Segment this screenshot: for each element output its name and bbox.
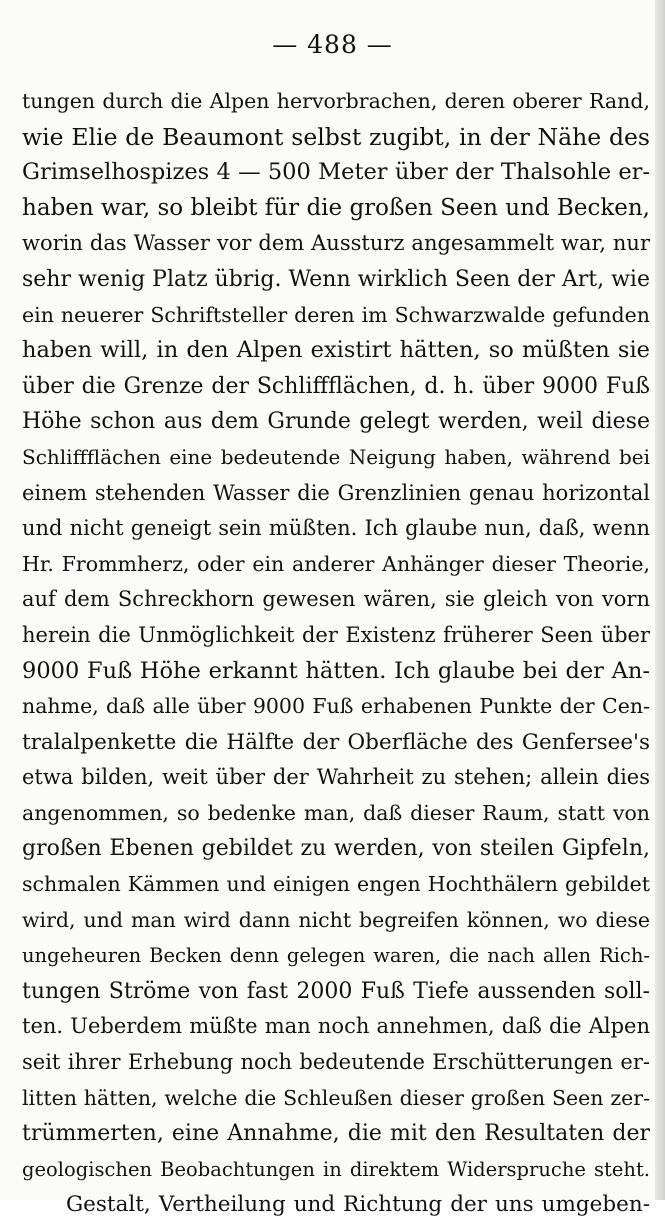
text-line: haben will, in den Alpen existirt hätten, so müßten sie (22, 337, 650, 364)
text-line: über die Grenze der Schliffflächen, d. h. über 9000 Fuß (22, 373, 650, 399)
text-line: angenommen, so bedenke man, daß dieser Raum, statt von (22, 800, 650, 825)
text-line: litten hätten, welche die Schleußen dieser großen Seen zer- (22, 1085, 650, 1110)
text-line: nahme, daß alle über 9000 Fuß erhabenen Punkte der Cen- (22, 694, 650, 719)
text-line: ein neuerer Schriftsteller deren im Schwarzwalde gefunden (22, 302, 650, 327)
text-line: geologischen Beobachtungen in direktem Widerspruche steht. (22, 1157, 650, 1181)
text-line: herein die Unmöglichkeit der Existenz früherer Seen über (22, 622, 650, 647)
text-line: großen Ebenen gebildet zu werden, von steilen Gipfeln, (22, 836, 650, 862)
text-line: worin das Wasser vor dem Aussturz angesammelt war, nur (22, 231, 650, 256)
text-line: und nicht geneigt sein müßten. Ich glaube nun, daß, wenn (22, 516, 650, 541)
text-line: Grimselhospizes 4 — 500 Meter über der Thalsohle er- (22, 159, 650, 186)
text-line: sehr wenig Platz übrig. Wenn wirklich Seen der Art, wie (22, 266, 650, 292)
text-line: etwa bilden, weit über der Wahrheit zu stehen; allein dies (22, 765, 650, 790)
page-edge-shadow (655, 0, 665, 1200)
text-line: Hr. Frommherz, oder ein anderer Anhänger dieser Theorie, (22, 551, 650, 576)
text-line: schmalen Kämmen und einigen engen Hochthälern gebildet (22, 872, 650, 897)
text-line: ten. Ueberdem müßte man noch annehmen, daß die Alpen (22, 1014, 650, 1039)
body-text (22, 84, 650, 1223)
text-line: auf dem Schreckhorn gewesen wären, sie gleich von vorn (22, 587, 650, 612)
text-line: tungen durch die Alpen hervorbrachen, deren oberer Rand, (22, 89, 650, 113)
text-line: Höhe schon aus dem Grunde gelegt werden, weil diese (22, 409, 650, 435)
text-line: ungeheuren Becken denn gelegen waren, die nach allen Rich- (22, 944, 650, 968)
text-line: tungen Ströme von fast 2000 Fuß Tiefe aussenden soll- (22, 978, 650, 1004)
text-line: 9000 Fuß Höhe erkannt hätten. Ich glaube bei der An- (22, 657, 650, 684)
page-number: — 488 — (272, 30, 393, 59)
text-line: einem stehenden Wasser die Grenzlinien genau horizontal (22, 480, 650, 505)
text-line: wird, und man wird dann nicht begreifen können, wo diese (22, 907, 650, 932)
paragraph-start-line: Gestalt, Vertheilung und Richtung der uns umgeben- (66, 1192, 650, 1218)
text-line: wie Elie de Beaumont selbst zugibt, in der Nähe des (22, 122, 650, 151)
text-line: haben war, so bleibt für die großen Seen und Becken, (22, 194, 650, 221)
text-line: trümmerten, eine Annahme, die mit den Resultaten der (22, 1121, 650, 1147)
text-line: tralalpenkette die Hälfte der Oberfläche des Genfersee's (22, 729, 650, 755)
text-line: Schliffflächen eine bedeutende Neigung haben, während bei (22, 444, 650, 469)
text-line: seit ihrer Erhebung noch bedeutende Erschütterungen er- (22, 1050, 650, 1075)
